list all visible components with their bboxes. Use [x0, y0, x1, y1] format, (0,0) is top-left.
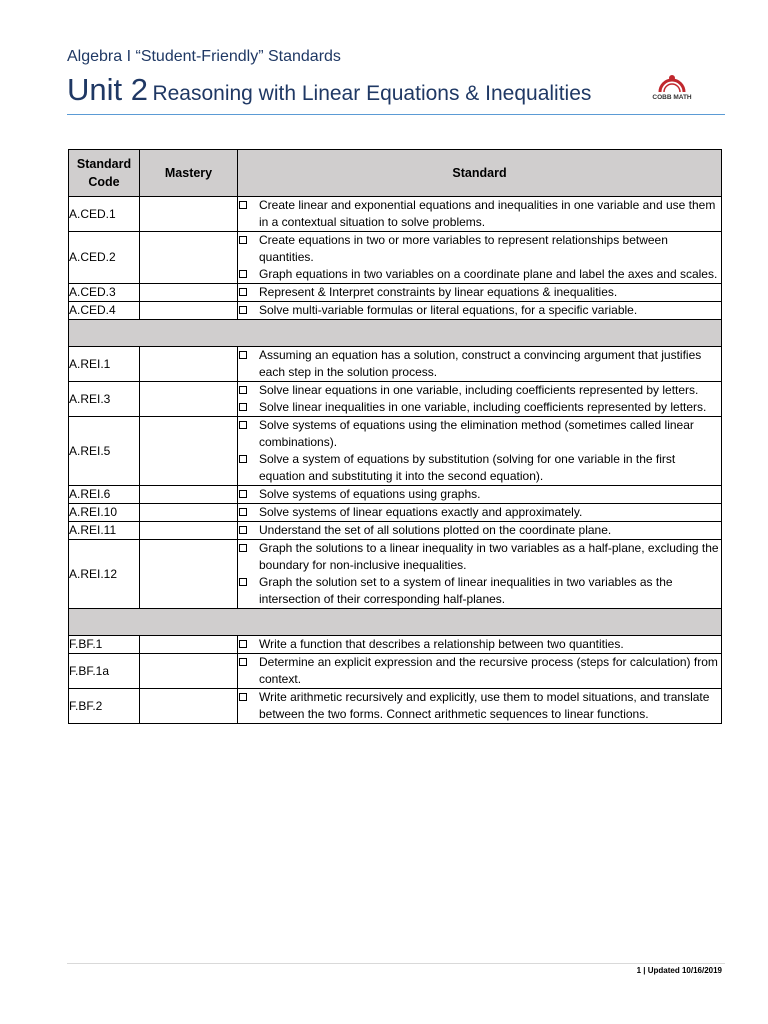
header-rule	[67, 114, 725, 115]
table-body	[69, 197, 722, 724]
standard-text: Assuming an equation has a solution, construct a convincing argument that justifies each step in the solution process.	[259, 348, 702, 379]
standard-text: Graph equations in two variables on a coordinate plane and label the axes and scales.	[259, 267, 718, 281]
standard-item	[238, 654, 721, 688]
checkbox[interactable]	[239, 386, 247, 394]
unit-label: Unit 2	[67, 72, 148, 107]
checkbox[interactable]	[239, 544, 247, 552]
mastery-cell[interactable]	[140, 302, 238, 320]
standard-item	[238, 540, 721, 574]
checkbox[interactable]	[239, 578, 247, 586]
checkbox[interactable]	[239, 526, 247, 534]
standard-text: Create equations in two or more variables to represent relationships between quantities.	[259, 233, 668, 264]
table-row	[69, 540, 722, 609]
mastery-cell[interactable]	[140, 504, 238, 522]
standard-cell	[238, 382, 722, 417]
standard-item	[238, 266, 721, 283]
standard-cell	[238, 540, 722, 609]
checkbox[interactable]	[239, 421, 247, 429]
separator-cell	[69, 320, 722, 347]
standard-cell	[238, 302, 722, 320]
table-row	[69, 486, 722, 504]
table-header-row	[69, 150, 722, 197]
standard-item	[238, 689, 721, 723]
standard-item	[238, 347, 721, 381]
standard-code: A.REI.6	[69, 486, 140, 504]
logo-text: COBB MATH	[652, 94, 692, 101]
page-footer: 1 | Updated 10/16/2019	[636, 966, 722, 975]
standard-text: Solve linear inequalities in one variable, including coefficients represented by letters.	[259, 400, 707, 414]
standard-cell	[238, 522, 722, 540]
mastery-cell[interactable]	[140, 522, 238, 540]
checkbox[interactable]	[239, 201, 247, 209]
table-row	[69, 232, 722, 284]
standard-code: A.REI.11	[69, 522, 140, 540]
checkbox[interactable]	[239, 490, 247, 498]
checkbox[interactable]	[239, 351, 247, 359]
mastery-cell[interactable]	[140, 636, 238, 654]
standard-text: Create linear and exponential equations and inequalities in one variable and use them in a contextual situation to solve problems.	[259, 198, 716, 229]
mastery-cell[interactable]	[140, 284, 238, 302]
standard-code: A.REI.10	[69, 504, 140, 522]
mastery-cell[interactable]	[140, 232, 238, 284]
checkbox[interactable]	[239, 236, 247, 244]
standard-code: A.CED.4	[69, 302, 140, 320]
mastery-cell[interactable]	[140, 417, 238, 486]
standard-text: Write arithmetic recursively and explicitly, use them to model situations, and translate between the two forms. Connect arithmetic sequences to linear functions.	[259, 690, 710, 721]
standards-table	[68, 149, 722, 724]
mastery-cell[interactable]	[140, 347, 238, 382]
standard-text: Write a function that describes a relationship between two quantities.	[259, 637, 624, 651]
standard-text: Represent & Interpret constraints by linear equations & inequalities.	[259, 285, 618, 299]
standard-code: A.CED.1	[69, 197, 140, 232]
mastery-cell[interactable]	[140, 197, 238, 232]
standard-cell	[238, 284, 722, 302]
standard-item	[238, 382, 721, 399]
standard-cell	[238, 689, 722, 724]
mastery-cell[interactable]	[140, 540, 238, 609]
standard-cell	[238, 636, 722, 654]
footer-rule	[67, 963, 725, 964]
standard-item	[238, 232, 721, 266]
standard-code: A.REI.5	[69, 417, 140, 486]
standard-code: F.BF.1	[69, 636, 140, 654]
standard-item	[238, 504, 721, 521]
separator-cell	[69, 609, 722, 636]
standard-item	[238, 284, 721, 301]
standard-code: F.BF.2	[69, 689, 140, 724]
header-standard-code: Standard Code	[69, 150, 140, 197]
checkbox[interactable]	[239, 658, 247, 666]
standard-code: A.CED.2	[69, 232, 140, 284]
checkbox[interactable]	[239, 306, 247, 314]
standard-item	[238, 197, 721, 231]
standard-text: Solve systems of equations using graphs.	[259, 487, 481, 501]
table-row	[69, 522, 722, 540]
standard-text: Graph the solutions to a linear inequality in two variables as a half-plane, excluding the boundary for non-inclusive inequalities.	[259, 541, 719, 572]
cobb-math-logo	[652, 70, 692, 106]
table-row	[69, 689, 722, 724]
table-row	[69, 504, 722, 522]
standard-text: Solve linear equations in one variable, including coefficients represented by letters.	[259, 383, 699, 397]
standard-cell	[238, 197, 722, 232]
mastery-cell[interactable]	[140, 689, 238, 724]
checkbox[interactable]	[239, 508, 247, 516]
standard-cell	[238, 504, 722, 522]
table-row	[69, 417, 722, 486]
standard-text: Solve systems of linear equations exactly and approximately.	[259, 505, 583, 519]
checkbox[interactable]	[239, 693, 247, 701]
standard-cell	[238, 417, 722, 486]
mastery-cell[interactable]	[140, 486, 238, 504]
checkbox[interactable]	[239, 288, 247, 296]
standard-item	[238, 399, 721, 416]
standard-item	[238, 486, 721, 503]
table-row	[69, 284, 722, 302]
standard-item	[238, 522, 721, 539]
standard-text: Graph the solution set to a system of linear inequalities in two variables as the intersection of their corresponding half-planes.	[259, 575, 673, 606]
section-separator-row	[69, 320, 722, 347]
header-subtitle: Algebra I “Student-Friendly” Standards	[67, 48, 341, 65]
checkbox[interactable]	[239, 640, 247, 648]
table-row	[69, 654, 722, 689]
standard-text: Understand the set of all solutions plotted on the coordinate plane.	[259, 523, 612, 537]
standard-code: A.REI.1	[69, 347, 140, 382]
standard-text: Determine an explicit expression and the recursive process (steps for calculation) from context.	[259, 655, 718, 686]
table-row	[69, 636, 722, 654]
standard-code: A.REI.12	[69, 540, 140, 609]
standard-cell	[238, 347, 722, 382]
mastery-cell[interactable]	[140, 382, 238, 417]
standard-text: Solve multi-variable formulas or literal equations, for a specific variable.	[259, 303, 638, 317]
header-standard: Standard	[238, 150, 722, 197]
standard-cell	[238, 486, 722, 504]
standard-cell	[238, 654, 722, 689]
mastery-cell[interactable]	[140, 654, 238, 689]
standard-text: Solve systems of equations using the elimination method (sometimes called linear combinations).	[259, 418, 694, 449]
standard-text: Solve a system of equations by substitution (solving for one variable in the first equation and substituting it into the second equation).	[259, 452, 676, 483]
standard-cell	[238, 232, 722, 284]
standard-item	[238, 636, 721, 653]
standard-item	[238, 574, 721, 608]
standard-item	[238, 451, 721, 485]
standard-code: A.CED.3	[69, 284, 140, 302]
table-row	[69, 197, 722, 232]
table-row	[69, 347, 722, 382]
table-row	[69, 382, 722, 417]
standard-item	[238, 417, 721, 451]
table-row	[69, 302, 722, 320]
checkbox[interactable]	[239, 270, 247, 278]
checkbox[interactable]	[239, 403, 247, 411]
header-mastery: Mastery	[140, 150, 238, 197]
page-title	[67, 72, 591, 108]
standard-code: A.REI.3	[69, 382, 140, 417]
standard-item	[238, 302, 721, 319]
standard-code: F.BF.1a	[69, 654, 140, 689]
section-separator-row	[69, 609, 722, 636]
unit-title: Reasoning with Linear Equations & Inequalities	[152, 82, 592, 105]
checkbox[interactable]	[239, 455, 247, 463]
